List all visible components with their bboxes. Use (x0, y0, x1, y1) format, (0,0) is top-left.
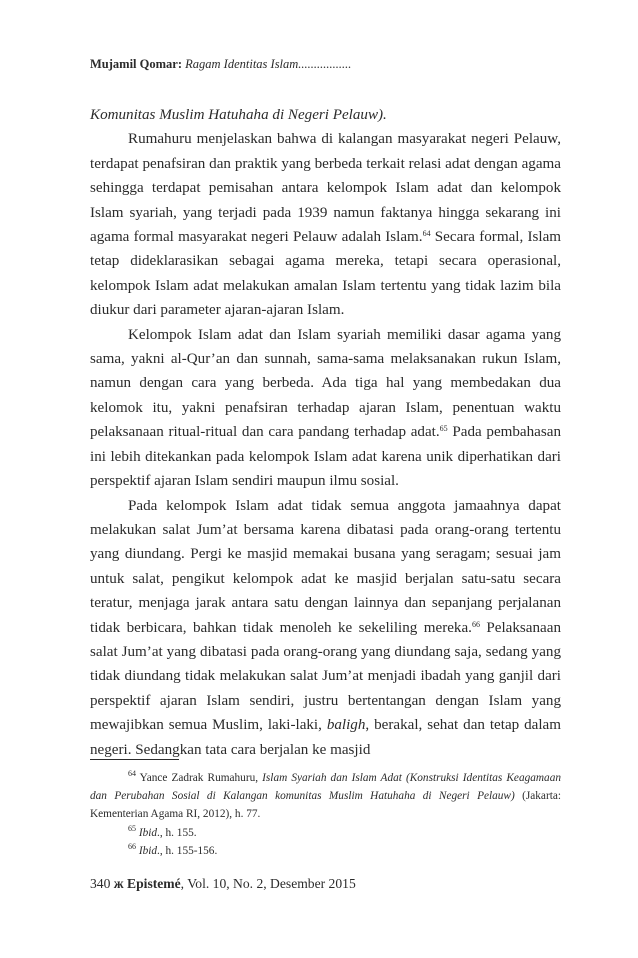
footnote-title: Ibid (138, 844, 158, 857)
footnote-ref-65[interactable]: 65 (439, 424, 448, 434)
paragraph-1 (90, 127, 561, 322)
footnote-65 (90, 824, 561, 842)
footnote-64 (90, 769, 561, 824)
paragraph-3-end: , berakal, sehat dan tetap dalam negeri. Sedangkan tata cara berjalan ke masjid (90, 717, 561, 758)
footnote-divider (90, 759, 179, 760)
header-title: Ragam Identitas Islam................. (185, 57, 352, 71)
paragraph-3-text: Pada kelompok Islam adat tidak semua anggota jamaahnya dapat melakukan salat Jum’at bersama karena dibatasi pada orang-orang tertentu yang diundang. Pergi ke masjid memakai busana yang seragam; sesuai jam untuk salat, pengikut kelompok adat ke masjid berjalan satu-satu secara teratur, menjaga jarak antara satu dengan lainnya dan sepanjang perjalanan tidak berbicara, bahkan tidak menoleh ke sekeliling mereka. (90, 497, 561, 636)
paragraph-2 (90, 323, 561, 494)
header-author: Mujamil Qomar: (90, 57, 182, 71)
footnote-source: ., h. 155. (157, 826, 197, 839)
opening-line (90, 103, 561, 127)
journal-name: ж Epistemé (113, 876, 181, 891)
paragraph-3-rest: Pelaksanaan salat Jum’at yang dibatasi pada orang-orang yang diundang saja, sedang yang tidak diundang tidak melakukan salat Jum’at menjadi ibadah yang ganjil dari perspektif ajaran Islam sendiri, justru bertentangan dengan Islam yang mewajibkan semua Muslim, laki-laki, (90, 619, 561, 734)
paragraph-3-baligh: baligh (326, 717, 366, 734)
running-header (90, 57, 560, 72)
footnote-ref-66[interactable]: 66 (471, 619, 480, 629)
paragraph-1-text: Rumahuru menjelaskan bahwa di kalangan masyarakat negeri Pelauw, terdapat penafsiran dan praktik yang berbeda terkait relasi adat dengan agama sehingga terdapat pemisahan antara kelompok Islam adat dan kelompok Islam syariah, yang terjadi pada 1939 namun faktanya hingga sekarang ini agama formal masyarakat negeri Pelauw adalah Islam. (90, 131, 561, 246)
main-text (90, 103, 561, 762)
footnote-text: Yance Zadrak Rumahuru, (139, 772, 263, 784)
page-number: 340 (90, 876, 111, 891)
footnote-66 (90, 842, 561, 860)
footnote-source: (Jakarta: Kementerian Agama RI, 2012), h. 77. (90, 790, 561, 821)
footnote-number: 64 (128, 769, 136, 778)
page-footer (90, 876, 356, 892)
footnote-title: Islam Syariah dan Islam Adat (Konstruksi Identitas Keagamaan dan Perubahan Sosial di Kalangan komunitas Muslim Hatuhaha di Negeri Pelauw) (90, 772, 561, 803)
paragraph-1-rest: Secara formal, Islam tetap dideklarasikan sebagai agama mereka, tetapi secara operasional, kelompok Islam adat melakukan amalan Islam tertentu yang tidak lazim bila diukur dari parameter ajaran-ajaran Islam. (90, 229, 562, 319)
footnote-source: ., h. 155-156. (157, 844, 218, 857)
footnote-number: 65 (128, 823, 136, 833)
paragraph-2-text: Kelompok Islam adat dan Islam syariah memiliki dasar agama yang sama, yakni al-Qur’an dan sunnah, sama-sama melaksanakan rukun Islam, namun dengan cara yang berbeda. Ada tiga hal yang membedakan dua kelomok itu, yakni penafsiran terhadap ajaran Islam, penentuan waktu pelaksanaan ritual-ritual dan cara pandang terhadap adat. (90, 326, 561, 441)
footnote-number: 66 (128, 841, 136, 851)
journal-details: , Vol. 10, No. 2, Desember 2015 (180, 876, 356, 891)
footnotes (90, 769, 561, 860)
paragraph-3 (90, 494, 561, 762)
paragraph-2-rest: Pada pembahasan ini lebih ditekankan pada kelompok Islam adat karena unik diperhatikan dari perspektif ajaran Islam sendiri maupun ilmu sosial. (90, 424, 561, 490)
footnote-title: Ibid (138, 826, 158, 839)
opening-line-text: Komunitas Muslim Hatuhaha di Negeri Pelauw). (90, 107, 387, 123)
footnote-ref-64[interactable]: 64 (422, 229, 431, 239)
